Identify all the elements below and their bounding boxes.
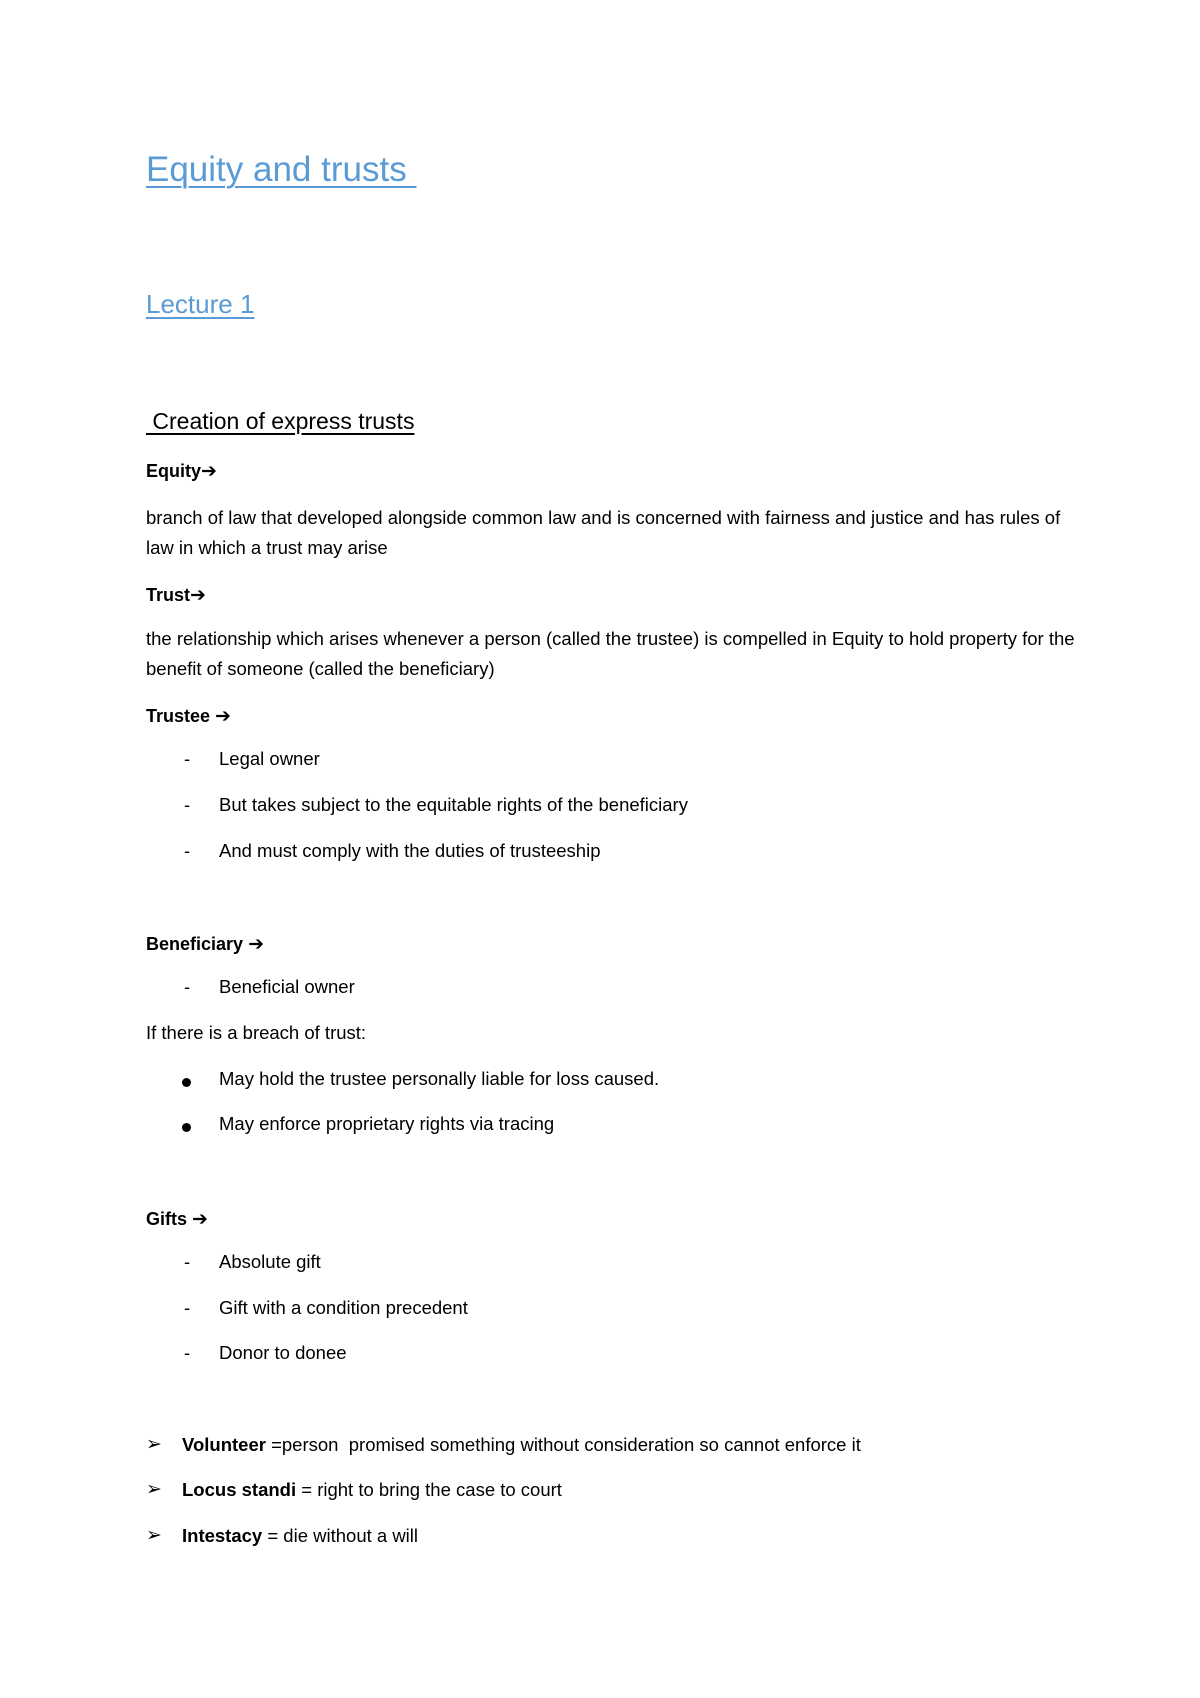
right-arrow-icon: ➔ bbox=[215, 705, 231, 727]
section-heading: Creation of express trusts bbox=[146, 408, 415, 434]
dash-marker: - bbox=[184, 1251, 191, 1272]
lecture-heading: Lecture 1 bbox=[146, 289, 255, 319]
term-beneficiary-label: Beneficiary bbox=[146, 934, 249, 954]
breach-intro: If there is a breach of trust: bbox=[146, 1022, 367, 1043]
list-item: Absolute gift bbox=[219, 1251, 321, 1272]
definition-item bbox=[182, 1434, 861, 1456]
list-item: But takes subject to the equitable rights of the beneficiary bbox=[219, 794, 688, 815]
term-trust-label: Trust bbox=[146, 585, 191, 605]
arrowhead-bullet-icon: ➢ bbox=[146, 1478, 162, 1500]
term-equity-label: Equity bbox=[146, 461, 202, 481]
dash-marker: - bbox=[184, 794, 191, 815]
definition-term: Volunteer bbox=[182, 1434, 266, 1455]
bullet-dot-icon bbox=[182, 1078, 191, 1087]
document-title: Equity and trusts bbox=[146, 150, 417, 189]
definition-term: Intestacy bbox=[182, 1525, 263, 1546]
list-item: May enforce proprietary rights via tracing bbox=[219, 1113, 555, 1134]
equity-definition: branch of law that developed alongside common law and is concerned with fairness and justice and has rules of law in which a trust may arise bbox=[146, 507, 1061, 558]
term-beneficiary bbox=[146, 933, 264, 955]
bullet-dot-icon bbox=[182, 1123, 191, 1132]
definition-text: = die without a will bbox=[262, 1525, 419, 1546]
list-item: And must comply with the duties of trusteeship bbox=[219, 840, 601, 861]
trust-definition: the relationship which arises whenever a person (called the trustee) is compelled in Equity to hold property for the benefit of someone (called the beneficiary) bbox=[146, 628, 1075, 679]
definition-text: =person promised something without consideration so cannot enforce it bbox=[265, 1434, 861, 1455]
dash-marker: - bbox=[184, 840, 191, 861]
term-trust bbox=[146, 584, 206, 606]
dash-marker: - bbox=[184, 1297, 191, 1318]
definition-item bbox=[182, 1479, 562, 1501]
arrowhead-bullet-icon: ➢ bbox=[146, 1524, 162, 1546]
term-trustee bbox=[146, 705, 231, 727]
term-equity bbox=[146, 460, 217, 482]
right-arrow-icon: ➔ bbox=[201, 460, 217, 482]
definition-item bbox=[182, 1525, 418, 1547]
term-gifts-label: Gifts bbox=[146, 1209, 193, 1229]
list-item: Legal owner bbox=[219, 748, 320, 769]
dash-marker: - bbox=[184, 976, 191, 997]
term-gifts bbox=[146, 1208, 208, 1230]
list-item: Beneficial owner bbox=[219, 976, 355, 997]
definition-text: = right to bring the case to court bbox=[296, 1479, 562, 1500]
right-arrow-icon: ➔ bbox=[192, 1208, 208, 1230]
list-item: May hold the trustee personally liable for loss caused. bbox=[219, 1068, 660, 1089]
list-item: Donor to donee bbox=[219, 1342, 347, 1363]
list-item: Gift with a condition precedent bbox=[219, 1297, 468, 1318]
right-arrow-icon: ➔ bbox=[248, 933, 264, 955]
term-trustee-label: Trustee bbox=[146, 706, 216, 726]
right-arrow-icon: ➔ bbox=[190, 584, 206, 606]
dash-marker: - bbox=[184, 748, 191, 769]
definition-term: Locus standi bbox=[182, 1479, 297, 1500]
arrowhead-bullet-icon: ➢ bbox=[146, 1433, 162, 1455]
dash-marker: - bbox=[184, 1342, 191, 1363]
